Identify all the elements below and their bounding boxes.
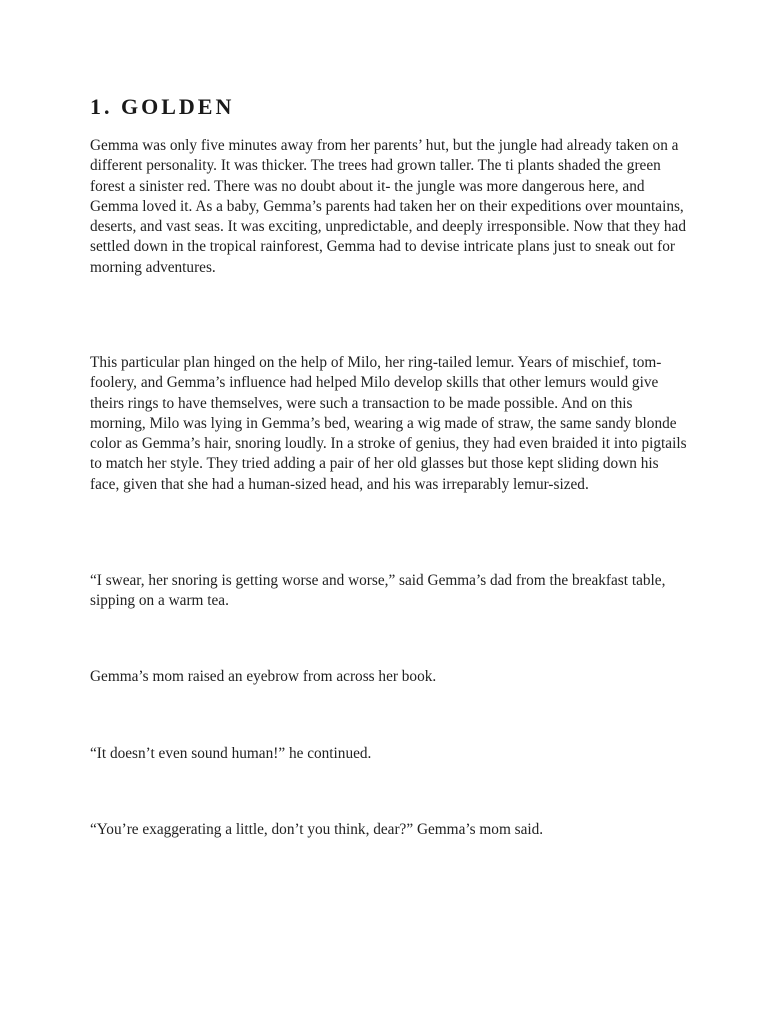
paragraph-dad-continued: “It doesn’t even sound human!” he continued. [90,745,372,762]
paragraph-opening: Gemma was only five minutes away from her parents’ hut, but the jungle had already taken on a different personality. It was thicker. The trees had grown taller. The ti plants shaded the green forest a sinister red. There was no doubt about it- the jungle was more dangerous here, and Gemma loved it. As a baby, Gemma’s parents had taken her on their expeditions over mountains, deserts, and vast seas. It was exciting, unpredictable, and deeply irresponsible. Now that they had settled down in the tropical rainforest, Gemma had to devise intricate plans just to sneak out for morning adventures. [90,137,686,276]
paragraph-mom-dialogue: “You’re exaggerating a little, don’t you think, dear?” Gemma’s mom said. [90,821,544,838]
paragraph-dad-dialogue: “I swear, her snoring is getting worse and worse,” said Gemma’s dad from the breakfast table, sipping on a warm tea. [90,572,666,610]
chapter-title: 1. GOLDEN [90,94,235,119]
paragraph-mom-eyebrow: Gemma’s mom raised an eyebrow from across her book. [90,668,437,685]
paragraph-plan: This particular plan hinged on the help of Milo, her ring-tailed lemur. Years of mischief, tom-foolery, and Gemma’s influence had helped Milo develop skills that other lemurs would give theirs rings to have themselves, were such a transaction to be made possible. And on this morning, Milo was lying in Gemma’s bed, wearing a wig made of straw, the same sandy blonde color as Gemma’s hair, snoring loudly. In a stroke of genius, they had even braided it into pigtails to match her style. They tried adding a pair of her old glasses but those kept sliding down his face, given that she had a human-sized head, and his was irreparably lemur-sized. [90,354,687,493]
